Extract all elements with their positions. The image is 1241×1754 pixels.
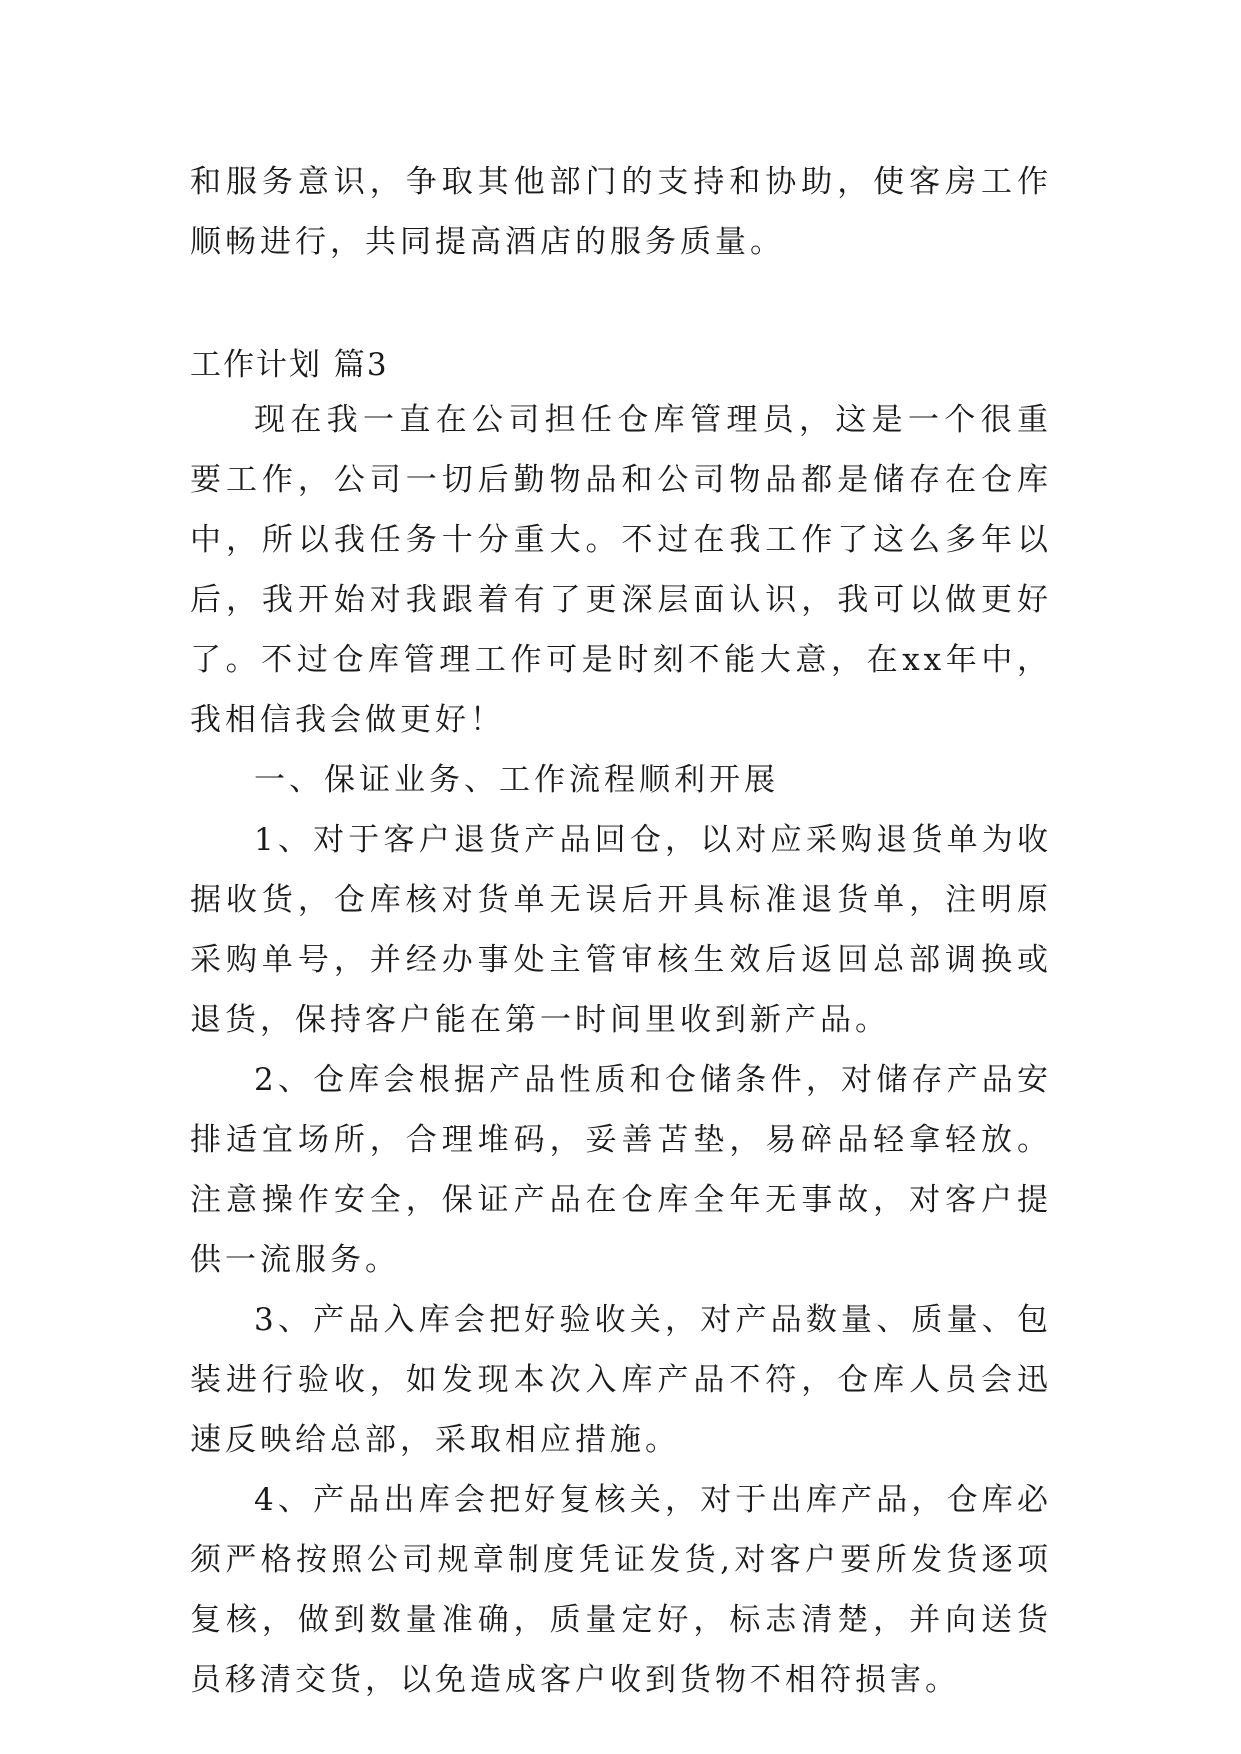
intro-paragraph: 现在我一直在公司担任仓库管理员，这是一个很重要工作，公司一切后勤物品和公司物品都是储存在仓库中，所以我任务十分重大。不过在我工作了这么多年以后，我开始对我跟着有了更深层面认识，我可以做更好了。不过仓库管理工作可是时刻不能大意，在xx年中，我相信我会做更好！ <box>190 402 1052 738</box>
list-item-4: 4、产品出库会把好复核关，对于出库产品，仓库必须严格按照公司规章制度凭证发货,对客户要所发货逐项复核，做到数量准确，质量定好，标志清楚，并向送货员移清交货，以免造成客户收到货物不相符损害。 <box>190 1482 1052 1698</box>
section-title: 工作计划 篇3 <box>190 347 389 383</box>
list-item-1: 1、对于客户退货产品回仓，以对应采购退货单为收据收货，仓库核对货单无误后开具标准退货单，注明原采购单号，并经办事处主管审核生效后返回总部调换或退货，保持客户能在第一时间里收到新产品。 <box>190 822 1052 1038</box>
continued-paragraph: 和服务意识，争取其他部门的支持和协助，使客房工作顺畅进行，共同提高酒店的服务质量。 <box>190 164 1052 260</box>
list-item-3: 3、产品入库会把好验收关，对产品数量、质量、包装进行验收，如发现本次入库产品不符，仓库人员会迅速反映给总部，采取相应措施。 <box>190 1302 1052 1458</box>
list-item-2: 2、仓库会根据产品性质和仓储条件，对储存产品安排适宜场所，合理堆码，妥善苫垫，易碎品轻拿轻放。注意操作安全，保证产品在仓库全年无事故，对客户提供一流服务。 <box>190 1062 1052 1278</box>
section-body <box>190 390 1052 1710</box>
subheading-one: 一、保证业务、工作流程顺利开展 <box>254 762 779 798</box>
